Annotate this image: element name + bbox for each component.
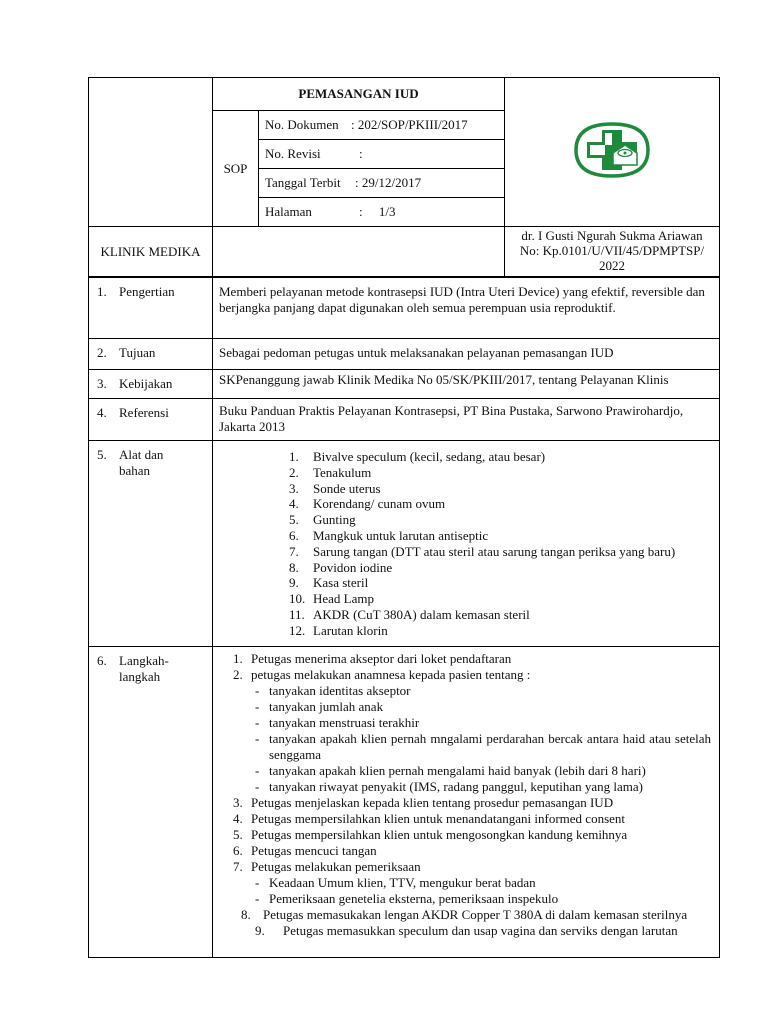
section-label-line2: langkah (119, 669, 161, 684)
clinic-name: KLINIK MEDIKA (89, 227, 213, 277)
section-label-line1: Langkah- (119, 653, 169, 668)
section-pengertian (89, 278, 720, 339)
section-langkah (89, 647, 720, 958)
section-number: 1. (97, 284, 107, 299)
section-label: Referensi (119, 405, 169, 420)
step-item: 5. Petugas mempersilahkan klien untuk mengosongkan kandung kemihnya (233, 827, 628, 842)
date-row (259, 169, 505, 198)
revision-value: : (359, 146, 363, 161)
section-label-line2: bahan (119, 463, 151, 478)
doc-number-row (259, 111, 505, 140)
section-label: Pengertian (119, 284, 175, 299)
tools-list-item: Povidon iodine (313, 559, 393, 575)
sub-step-item: - tanyakan identitas akseptor (219, 683, 711, 699)
sub-step-item: - tanyakan apakah klien pernah mngalami perdarahan bercak antara haid atau setelah senggama (219, 731, 711, 763)
sub-step-item: - Pemeriksaan genetelia eksterna, pemeriksaan inspekulo (219, 891, 711, 907)
steps-list (213, 647, 720, 958)
page-row (259, 198, 505, 227)
date-label: Tanggal Terbit (265, 175, 341, 190)
tools-list-item: Head Lamp (313, 591, 375, 607)
section-number: 3. (97, 376, 107, 391)
section-text: SKPenanggung jawab Klinik Medika No 05/SK/PKIII/2017, tentang Pelayanan Klinis (213, 370, 720, 399)
step-item: 4. Petugas mempersilahkan klien untuk menandatangani informed consent (233, 811, 626, 826)
tools-list-item: Mangkuk untuk larutan antiseptic (313, 527, 489, 543)
tools-list-item: Kasa steril (313, 575, 369, 591)
step-item: 9. Petugas memasukkan speculum dan usap vagina dan serviks dengan larutan (255, 923, 678, 938)
section-text: Sebagai pedoman petugas untuk melaksanakan pelayanan pemasangan IUD (213, 339, 720, 370)
tools-list-item: AKDR (CuT 380A) dalam kemasan steril (313, 606, 530, 622)
section-label: Kebijakan (119, 376, 173, 391)
section-text: Memberi pelayanan metode kontrasepsi IUD (Intra Uteri Device) yang efektif, reversible dan berjangka panjang dapat digunakan oleh semua perempuan usia reproduktif. (213, 278, 720, 339)
sub-step-item: - tanyakan riwayat penyakit (IMS, radang panggul, keputihan yang lama) (219, 779, 711, 795)
sub-step-item: - Keadaan Umum klien, TTV, mengukur berat badan (219, 875, 711, 891)
section-number: 6. (97, 653, 107, 668)
section-referensi (89, 399, 720, 441)
doc-number-value: : 202/SOP/PKIII/2017 (351, 117, 468, 132)
page-value: : 1/3 (359, 204, 396, 219)
header-empty-cell (213, 227, 505, 277)
section-number: 5. (97, 447, 107, 462)
green-cross-clinic-logo-icon (569, 120, 655, 180)
sop-header-table (88, 77, 720, 277)
signer-number: No: Kp.0101/U/VII/45/DPMPTSP/ (519, 243, 705, 258)
tools-list-item: Sonde uterus (313, 480, 381, 496)
section-kebijakan (89, 370, 720, 399)
section-tujuan (89, 339, 720, 370)
step-item: 7. Petugas melakukan pemeriksaan (233, 859, 421, 874)
page-label: Halaman (265, 204, 312, 219)
signer-block (505, 227, 720, 277)
tools-list-item: Gunting (313, 512, 356, 528)
section-alat-bahan (89, 441, 720, 647)
tools-list-item: Korendang/ cunam ovum (313, 496, 446, 512)
doc-number-label: No. Dokumen (265, 117, 339, 132)
section-label-line1: Alat dan (119, 447, 164, 462)
signer-name: dr. I Gusti Ngurah Sukma Ariawan (521, 228, 703, 243)
step-item: 1. Petugas menerima akseptor dari loket pendaftaran (233, 651, 512, 666)
date-value: : 29/12/2017 (355, 175, 422, 190)
sub-step-item: - tanyakan jumlah anak (219, 699, 711, 715)
sub-step-item: - tanyakan menstruasi terakhir (219, 715, 711, 731)
sop-body-table (88, 277, 720, 958)
section-number: 2. (97, 345, 107, 360)
sop-label: SOP (213, 111, 259, 227)
tools-list (219, 449, 711, 639)
signer-year: 2022 (599, 258, 625, 273)
tools-list-item: Bivalve speculum (kecil, sedang, atau besar) (313, 449, 546, 464)
step-item: 6. Petugas mencuci tangan (233, 843, 377, 858)
revision-row (259, 140, 505, 169)
sub-step-item: - tanyakan apakah klien pernah mengalami haid banyak (lebih dari 8 hari) (219, 763, 711, 779)
tools-list-item: Larutan klorin (313, 622, 388, 638)
revision-label: No. Revisi (265, 146, 321, 161)
step-item: 8. Petugas memasukakan lengan AKDR Copper T 380A di dalam kemasan sterilnya (241, 907, 688, 922)
step-item: 2. petugas melakukan anamnesa kepada pasien tentang : (233, 667, 531, 682)
section-number: 4. (97, 405, 107, 420)
tools-list-item: Sarung tangan (DTT atau steril atau sarung tangan periksa yang baru) (313, 543, 676, 559)
tools-list-item: Tenakulum (313, 464, 372, 480)
header-blank-cell (89, 78, 213, 227)
logo-cell (505, 78, 720, 227)
section-text: Buku Panduan Praktis Pelayanan Kontrasepsi, PT Bina Pustaka, Sarwono Prawirohardjo, Jakarta 2013 (213, 399, 720, 441)
section-label: Tujuan (119, 345, 156, 360)
document-title: PEMASANGAN IUD (213, 78, 505, 111)
step-item: 3. Petugas menjelaskan kepada klien tentang prosedur pemasangan IUD (233, 795, 614, 810)
